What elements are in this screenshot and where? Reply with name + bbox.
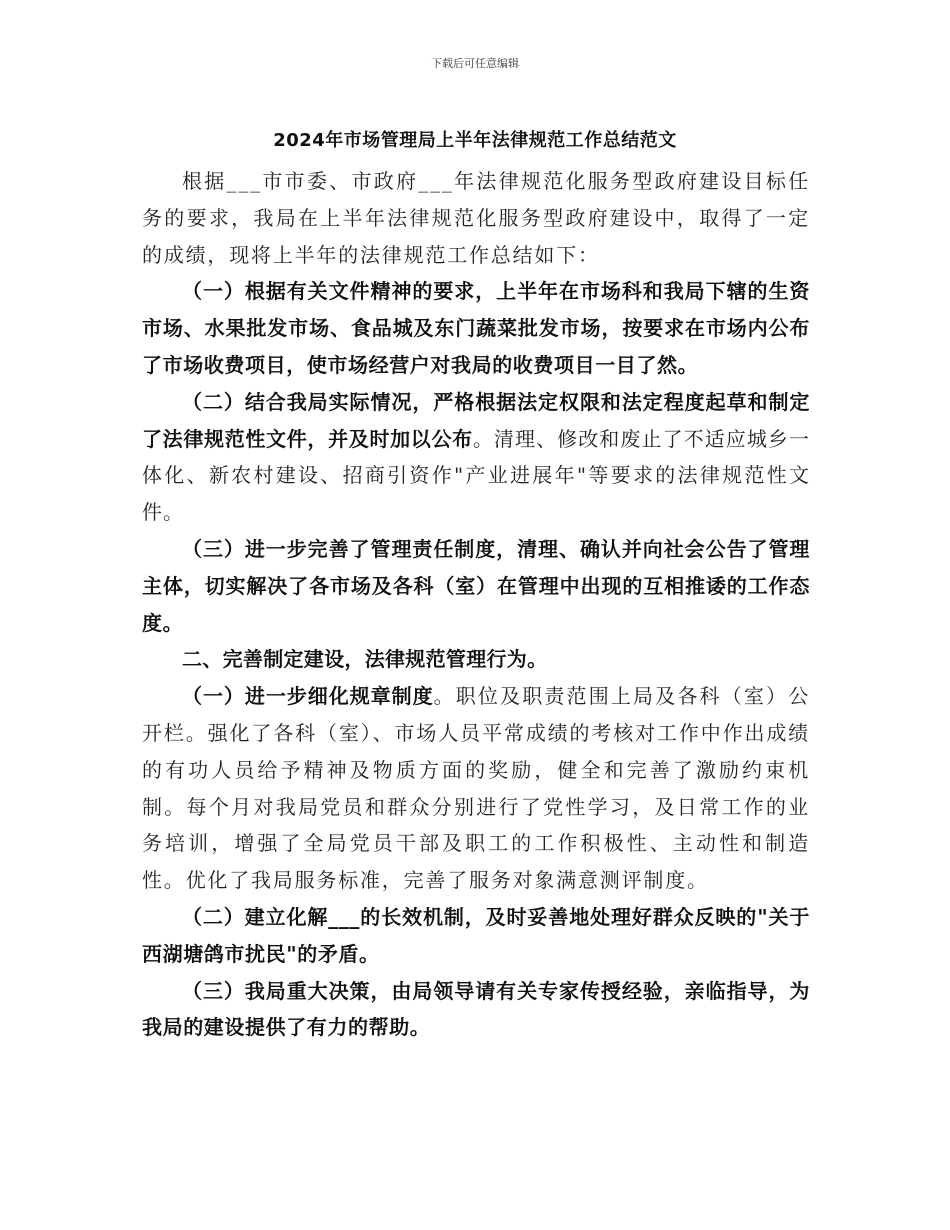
paragraph-6: （三）我局重大决策，由局领导请有关专家传授经验，亲临指导，为我局的建设提供了有力的帮助。 xyxy=(142,978,810,1040)
paragraph-2 xyxy=(142,384,810,531)
paragraph-4-bold: （一）进一步细化规章制度 xyxy=(182,684,434,709)
paragraph-2-bold: （二）结合我局实际情况，严格根据法定权限和法定程度起草和制定了法律规范性文件，并及时加以公布 xyxy=(142,389,810,451)
paragraph-2-rest: 。清理、修改和废止了不适应城乡一体化、新农村建设、招商引资作"产业进展年"等要求的法律规范性文件。 xyxy=(142,426,811,525)
paragraph-5: （二）建立化解___的长效机制，及时妥善地处理好群众反映的"关于西湖塘鸽市扰民"的矛盾。 xyxy=(142,904,810,966)
document-title: 2024年市场管理局上半年法律规范工作总结范文 xyxy=(273,130,677,151)
paragraph-1: （一）根据有关文件精神的要求，上半年在市场科和我局下辖的生资市场、水果批发市场、食品城及东门蔬菜批发市场，按要求在市场内公布了市场收费项目，使市场经营户对我局的收费项目一目了然。 xyxy=(142,279,810,377)
document-body xyxy=(142,163,810,1046)
section-2-heading: 二、完善制定建设，法律规范管理行为。 xyxy=(182,647,548,672)
header-note: 下载后可任意编辑 xyxy=(431,57,519,70)
intro-paragraph: 根据___市市委、市政府___年法律规范化服务型政府建设目标任务的要求，我局在上半年法律规范化服务型政府建设中，取得了一定的成绩，现将上半年的法律规范工作总结如下： xyxy=(142,169,810,267)
paragraph-4 xyxy=(142,678,810,899)
paragraph-3: （三）进一步完善了管理责任制度，清理、确认并向社会公告了管理主体，切实解决了各市场及各科（室）在管理中出现的互相推诿的工作态度。 xyxy=(142,536,810,635)
paragraph-4-rest: 。职位及职责范围上局及各科（室）公开栏。强化了各科（室）、市场人员平常成绩的考核对工作中作出成绩的有功人员给予精神及物质方面的奖励，健全和完善了激励约束机制。每个月对我局党员和群众分别进行了党性学习，及日常工作的业务培训，增强了全局党员干部及职工的工作积极性、主动性和制造性。优化了我局服务标准，完善了服务对象满意测评制度。 xyxy=(142,684,810,893)
